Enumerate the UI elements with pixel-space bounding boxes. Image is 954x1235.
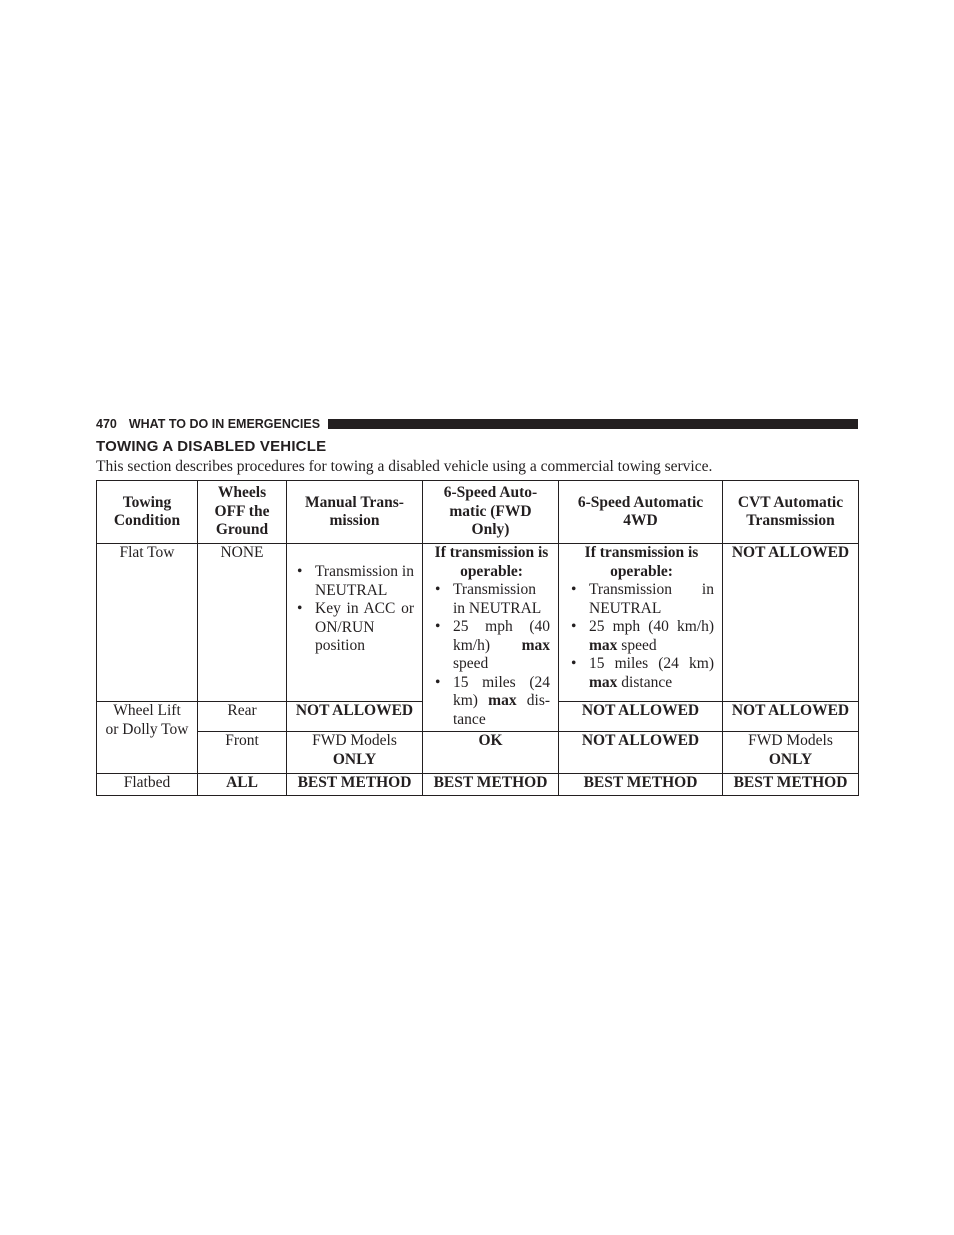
flatbed-wheels: ALL xyxy=(198,774,287,796)
flat-tow-auto-fwd xyxy=(423,544,559,732)
towing-table xyxy=(96,480,859,796)
fwd-heading: If transmission is operable: xyxy=(434,544,549,580)
header-auto-4wd: 6-Speed Automatic 4WD xyxy=(559,481,723,544)
list-item: • Transmission in NEUTRAL xyxy=(569,581,714,618)
section-title: TOWING A DISABLED VEHICLE xyxy=(96,438,327,455)
page-number: 470 xyxy=(96,417,117,431)
flat-tow-condition: Flat Tow xyxy=(97,544,198,702)
front-manual-line2: ONLY xyxy=(332,750,377,768)
list-item: • 15 miles (24 km) max dis- tance xyxy=(433,674,550,730)
flatbed-manual: BEST METHOD xyxy=(287,774,423,796)
4wd-heading: If transmission is operable: xyxy=(584,544,699,580)
front-wheels: Front xyxy=(198,732,287,774)
rear-wheels: Rear xyxy=(198,702,287,732)
list-item: • Key in ACC or ON/RUN position xyxy=(295,600,414,656)
header-cvt: CVT Automatic Transmission xyxy=(723,481,859,544)
page-header xyxy=(96,416,858,432)
list-item: • Transmission in NEUTRAL xyxy=(433,581,550,618)
front-manual xyxy=(287,732,423,774)
front-cvt xyxy=(723,732,859,774)
rear-auto-4wd: NOT ALLOWED xyxy=(559,702,723,732)
list-item: • 25 mph (40 km/h) max speed xyxy=(569,618,714,655)
flatbed-auto-fwd: BEST METHOD xyxy=(423,774,559,796)
rear-manual: NOT ALLOWED xyxy=(287,702,423,732)
front-cvt-line2: ONLY xyxy=(768,750,813,768)
flat-tow-wheels: NONE xyxy=(198,544,287,702)
flat-tow-manual xyxy=(287,544,423,702)
list-item: • 15 miles (24 km) max distance xyxy=(569,655,714,692)
front-cvt-line1: FWD Models xyxy=(748,732,833,749)
4wd-list xyxy=(569,581,714,692)
table-row xyxy=(97,544,859,702)
front-manual-line1: FWD Models xyxy=(312,732,397,749)
fwd-list xyxy=(433,581,550,729)
header-towing-condition: Towing Condition xyxy=(97,481,198,544)
table-row xyxy=(97,774,859,796)
front-auto-fwd: OK xyxy=(423,732,559,774)
flatbed-cvt: BEST METHOD xyxy=(723,774,859,796)
flat-tow-auto-4wd xyxy=(559,544,723,702)
header-auto-fwd: 6-Speed Auto- matic (FWD Only) xyxy=(423,481,559,544)
section-name: WHAT TO DO IN EMERGENCIES xyxy=(128,417,321,431)
table-row xyxy=(97,732,859,774)
flat-tow-cvt: NOT ALLOWED xyxy=(723,544,859,702)
table-header-row xyxy=(97,481,859,544)
list-item: • 25 mph (40 km/h) max speed xyxy=(433,618,550,674)
flatbed-auto-4wd: BEST METHOD xyxy=(559,774,723,796)
rear-cvt: NOT ALLOWED xyxy=(723,702,859,732)
flatbed-condition: Flatbed xyxy=(97,774,198,796)
wheel-lift-condition: Wheel Lift or Dolly Tow xyxy=(97,702,198,774)
header-rule xyxy=(328,419,858,429)
list-item: • Transmission in NEUTRAL xyxy=(295,563,414,600)
intro-text: This section describes procedures for towing a disabled vehicle using a commercial towing service. xyxy=(96,458,713,475)
front-auto-4wd: NOT ALLOWED xyxy=(559,732,723,774)
header-wheels-off: Wheels OFF the Ground xyxy=(198,481,287,544)
manual-list xyxy=(295,563,414,656)
header-manual: Manual Trans- mission xyxy=(287,481,423,544)
